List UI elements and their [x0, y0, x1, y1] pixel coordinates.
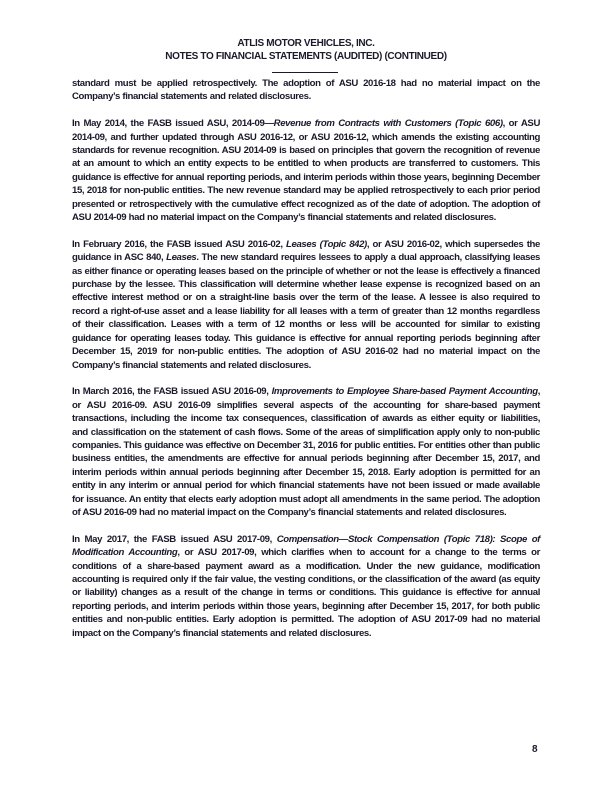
- body-text: In February 2016, the FASB issued ASU 2016-02,: [72, 238, 287, 250]
- paragraph-asu-2014-09: [72, 117, 540, 224]
- document-body: [72, 77, 540, 653]
- paragraph-asu-2016-02: [72, 238, 540, 372]
- italic-title-text: Leases (Topic 842): [286, 238, 367, 250]
- body-text: , or ASU 2014-09, and further updated through ASU 2016-12, or ASU 2016-12, which amends the existing accounting standards for revenue recognition. ASU 2014-09 is based on principles that govern the recognition of revenue at an amount to which an entity expects to be entitled to when products are transferred to customers. This guidance is effective for annual reporting periods, and interim periods within those years, beginning December 15, 2018 for non-public entities. The new revenue standard may be applied retrospectively to each prior period presented or retrospectively with the cumulative effect recognized as of the date of adoption. The adoption of ASU 2014-09 had no material impact on the Company’s financial statements and related disclosures.: [72, 118, 540, 224]
- section-title: NOTES TO FINANCIAL STATEMENTS (AUDITED) (CONTINUED): [165, 51, 447, 63]
- page-number: 8: [532, 744, 538, 755]
- company-name: ATLIS MOTOR VEHICLES, INC.: [237, 38, 375, 49]
- body-text: standard must be applied retrospectively. The adoption of ASU 2016-18 had no material impact on the Company’s financial statements and related disclosures.: [72, 78, 540, 103]
- paragraph-asu-2016-18-continued: [72, 77, 540, 104]
- body-text: In May 2014, the FASB issued ASU, 2014-09—: [72, 118, 274, 130]
- paragraph-asu-2016-09: [72, 385, 540, 519]
- italic-title-text: Leases: [166, 252, 197, 264]
- page-header: [0, 37, 612, 64]
- body-text: . The new standard requires lessees to apply a dual approach, classifying leases as either finance or operating leases based on the principle of whether or not the lease is effectively a financed purchase by the lessee. This classification will determine whether lease expense is recognized based on an effective interest method or on a straight-line basis over the term of the lease. A lessee is also required to record a right-of-use asset and a lease liability for all leases with a term of greater than 12 months regardless of their classification. Leases with a term of 12 months or less will be accounted for similar to existing guidance for operating leases today. This guidance is effective for annual reporting periods beginning after December 15, 2019 for non-public entities. The adoption of ASU 2016-02 had no material impact on the Company’s financial statements and related disclosures.: [72, 252, 540, 371]
- body-text: , or ASU 2016-09. ASU 2016-09 simplifies several aspects of the accounting for share-based payment transactions, including the income tax consequences, classification of awards as either equity or liabilities, and classification on the statement of cash flows. Some of the areas of simplification apply only to non-public companies. This guidance was effective on December 31, 2016 for public entities. For entities other than public business entities, the amendments are effective for annual periods beginning after December 15, 2017, and interim periods within annual periods beginning after December 15, 2018. Early adoption is permitted for an entity in any interim or annual period for which financial statements have not been issued or made available for issuance. An entity that elects early adoption must adopt all amendments in the same period. The adoption of ASU 2016-09 had no material impact on the Company’s financial statements and related disclosures.: [72, 386, 540, 518]
- italic-title-text: Compensation—Stock Compensation (Topic 718): Scope of Modification Accounting: [72, 533, 540, 559]
- body-text: In March 2016, the FASB issued ASU 2016-09,: [72, 386, 272, 398]
- italic-title-text: Improvements to Employee Share-based Payment Accounting: [271, 386, 538, 398]
- header-divider: [272, 72, 338, 73]
- paragraph-asu-2017-09: [72, 533, 540, 640]
- body-text: , or ASU 2017-09, which clarifies when to account for a change to the terms or conditions of a share-based payment award as a modification. Under the new guidance, modification accounting is required only if the fair value, the vesting conditions, or the classification of the award (as equity or liability) changes as a result of the change in terms or conditions. This guidance is effective for annual reporting periods, and interim periods within those years, beginning after December 15, 2017, for both public entities and non-public entities. Early adoption is permitted. The adoption of ASU 2017-09 had no material impact on the Company’s financial statements and related disclosures.: [72, 547, 540, 639]
- body-text: In May 2017, the FASB issued ASU 2017-09,: [72, 533, 277, 545]
- body-text: , or ASU 2016-02, which supersedes the guidance in ASC 840,: [72, 238, 540, 264]
- italic-title-text: Revenue from Contracts with Customers (Topic 606): [273, 118, 503, 130]
